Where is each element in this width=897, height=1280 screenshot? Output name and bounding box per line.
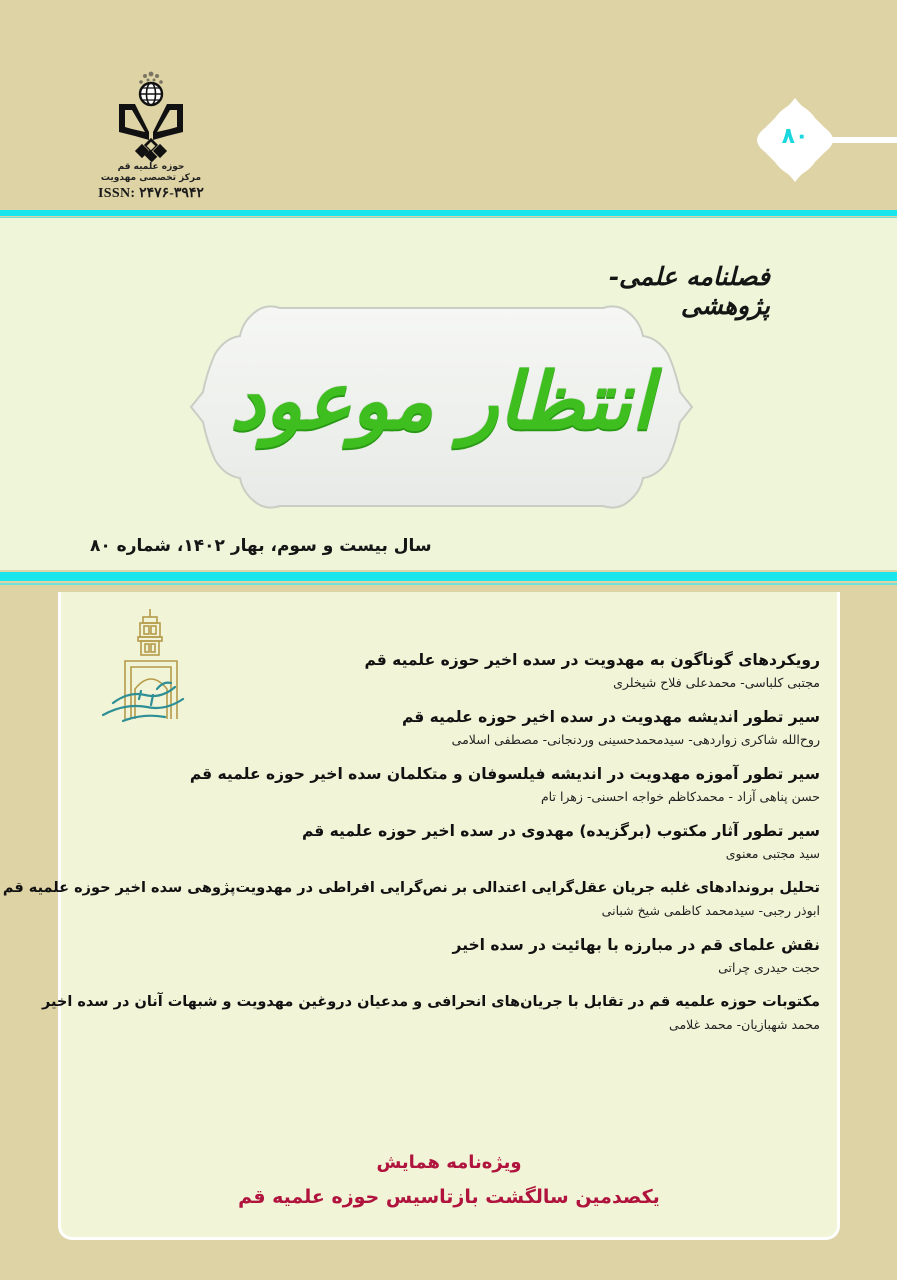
article-item (70, 705, 820, 751)
article-list (2, 648, 820, 1047)
article-title: مکتوبات حوزه علمیه قم در تقابل با جریان‌های انحرافی و مدعیان دروغین مهدویت و شبهات آنان در سده اخیر (41, 994, 820, 1010)
article-title: سیر تطور اندیشه مهدویت در سده اخیر حوزه علمیه قم (401, 708, 820, 726)
issue-number-badge (755, 96, 835, 184)
article-title: رویکردهای گوناگون به مهدویت در سده اخیر حوزه علمیه قم (364, 651, 820, 669)
year-issue-line: سال بیست و سوم، بهار ۱۴۰۲، شماره ۸۰ (90, 536, 432, 556)
publisher-name: حوزه علمیه قم (117, 162, 185, 172)
journal-subtitle: فصلنامه علمی- پژوهشی (608, 262, 770, 320)
divider-rule (0, 572, 897, 581)
badge-connector-line (828, 137, 897, 143)
article-item (70, 933, 820, 979)
divider-rule-thin (0, 583, 897, 585)
publisher-center: مرکز تخصصی مهدویت (100, 173, 202, 183)
article-title: سیر تطور آثار مکتوب (برگزیده) مهدوی در سده اخیر حوزه علمیه قم (301, 822, 820, 840)
article-authors: مجتبی کلباسی- محمدعلی فلاح شیخلری (613, 675, 820, 690)
article-item (70, 648, 820, 694)
article-item (2, 876, 820, 922)
divider-rule (0, 210, 897, 216)
article-authors: روح‌الله شاکری زواردهی- سیدمحمدحسینی وردنجانی- مصطفی اسلامی (451, 732, 820, 747)
journal-title: انتظار موعود (229, 356, 654, 447)
article-item (70, 819, 820, 865)
article-title: تحلیل بروندادهای غلبه جریان عقل‌گرایی اعتدالی بر نص‌گرایی افراطی در مهدویت‌پژوهی سده اخیر حوزه علمیه قم (2, 880, 820, 896)
special-issue-title: یکصدمین سالگشت بازتاسیس حوزه علمیه قم (238, 1186, 660, 1208)
article-authors: ابوذر رجبی- سیدمحمد کاظمی شیخ شبانی (601, 903, 820, 918)
article-title: نقش علمای قم در مبارزه با بهائیت در سده اخیر (452, 936, 820, 954)
issue-number: ۸۰ (781, 124, 809, 149)
article-item (41, 990, 820, 1036)
article-item (70, 762, 820, 808)
article-authors: حجت حیدری چراتی (718, 960, 820, 975)
article-authors: سید مجتبی معنوی (725, 846, 820, 861)
issn-label: ISSN: ۲۴۷۶-۳۹۴۲ (98, 186, 204, 201)
article-authors: حسن پناهی آزاد - محمدکاظم خواجه احسنی- زهرا تام (540, 789, 820, 804)
publisher-logo (76, 70, 226, 210)
journal-title-frame (188, 302, 695, 512)
special-issue-label: ویژه‌نامه همایش (376, 1152, 522, 1173)
seminary-globe-book-icon (115, 70, 187, 162)
article-authors: محمد شهبازیان- محمد غلامی (669, 1017, 820, 1032)
article-title: سیر تطور آموزه مهدویت در اندیشه فیلسوفان و متکلمان سده اخیر حوزه علمیه قم (189, 765, 820, 783)
